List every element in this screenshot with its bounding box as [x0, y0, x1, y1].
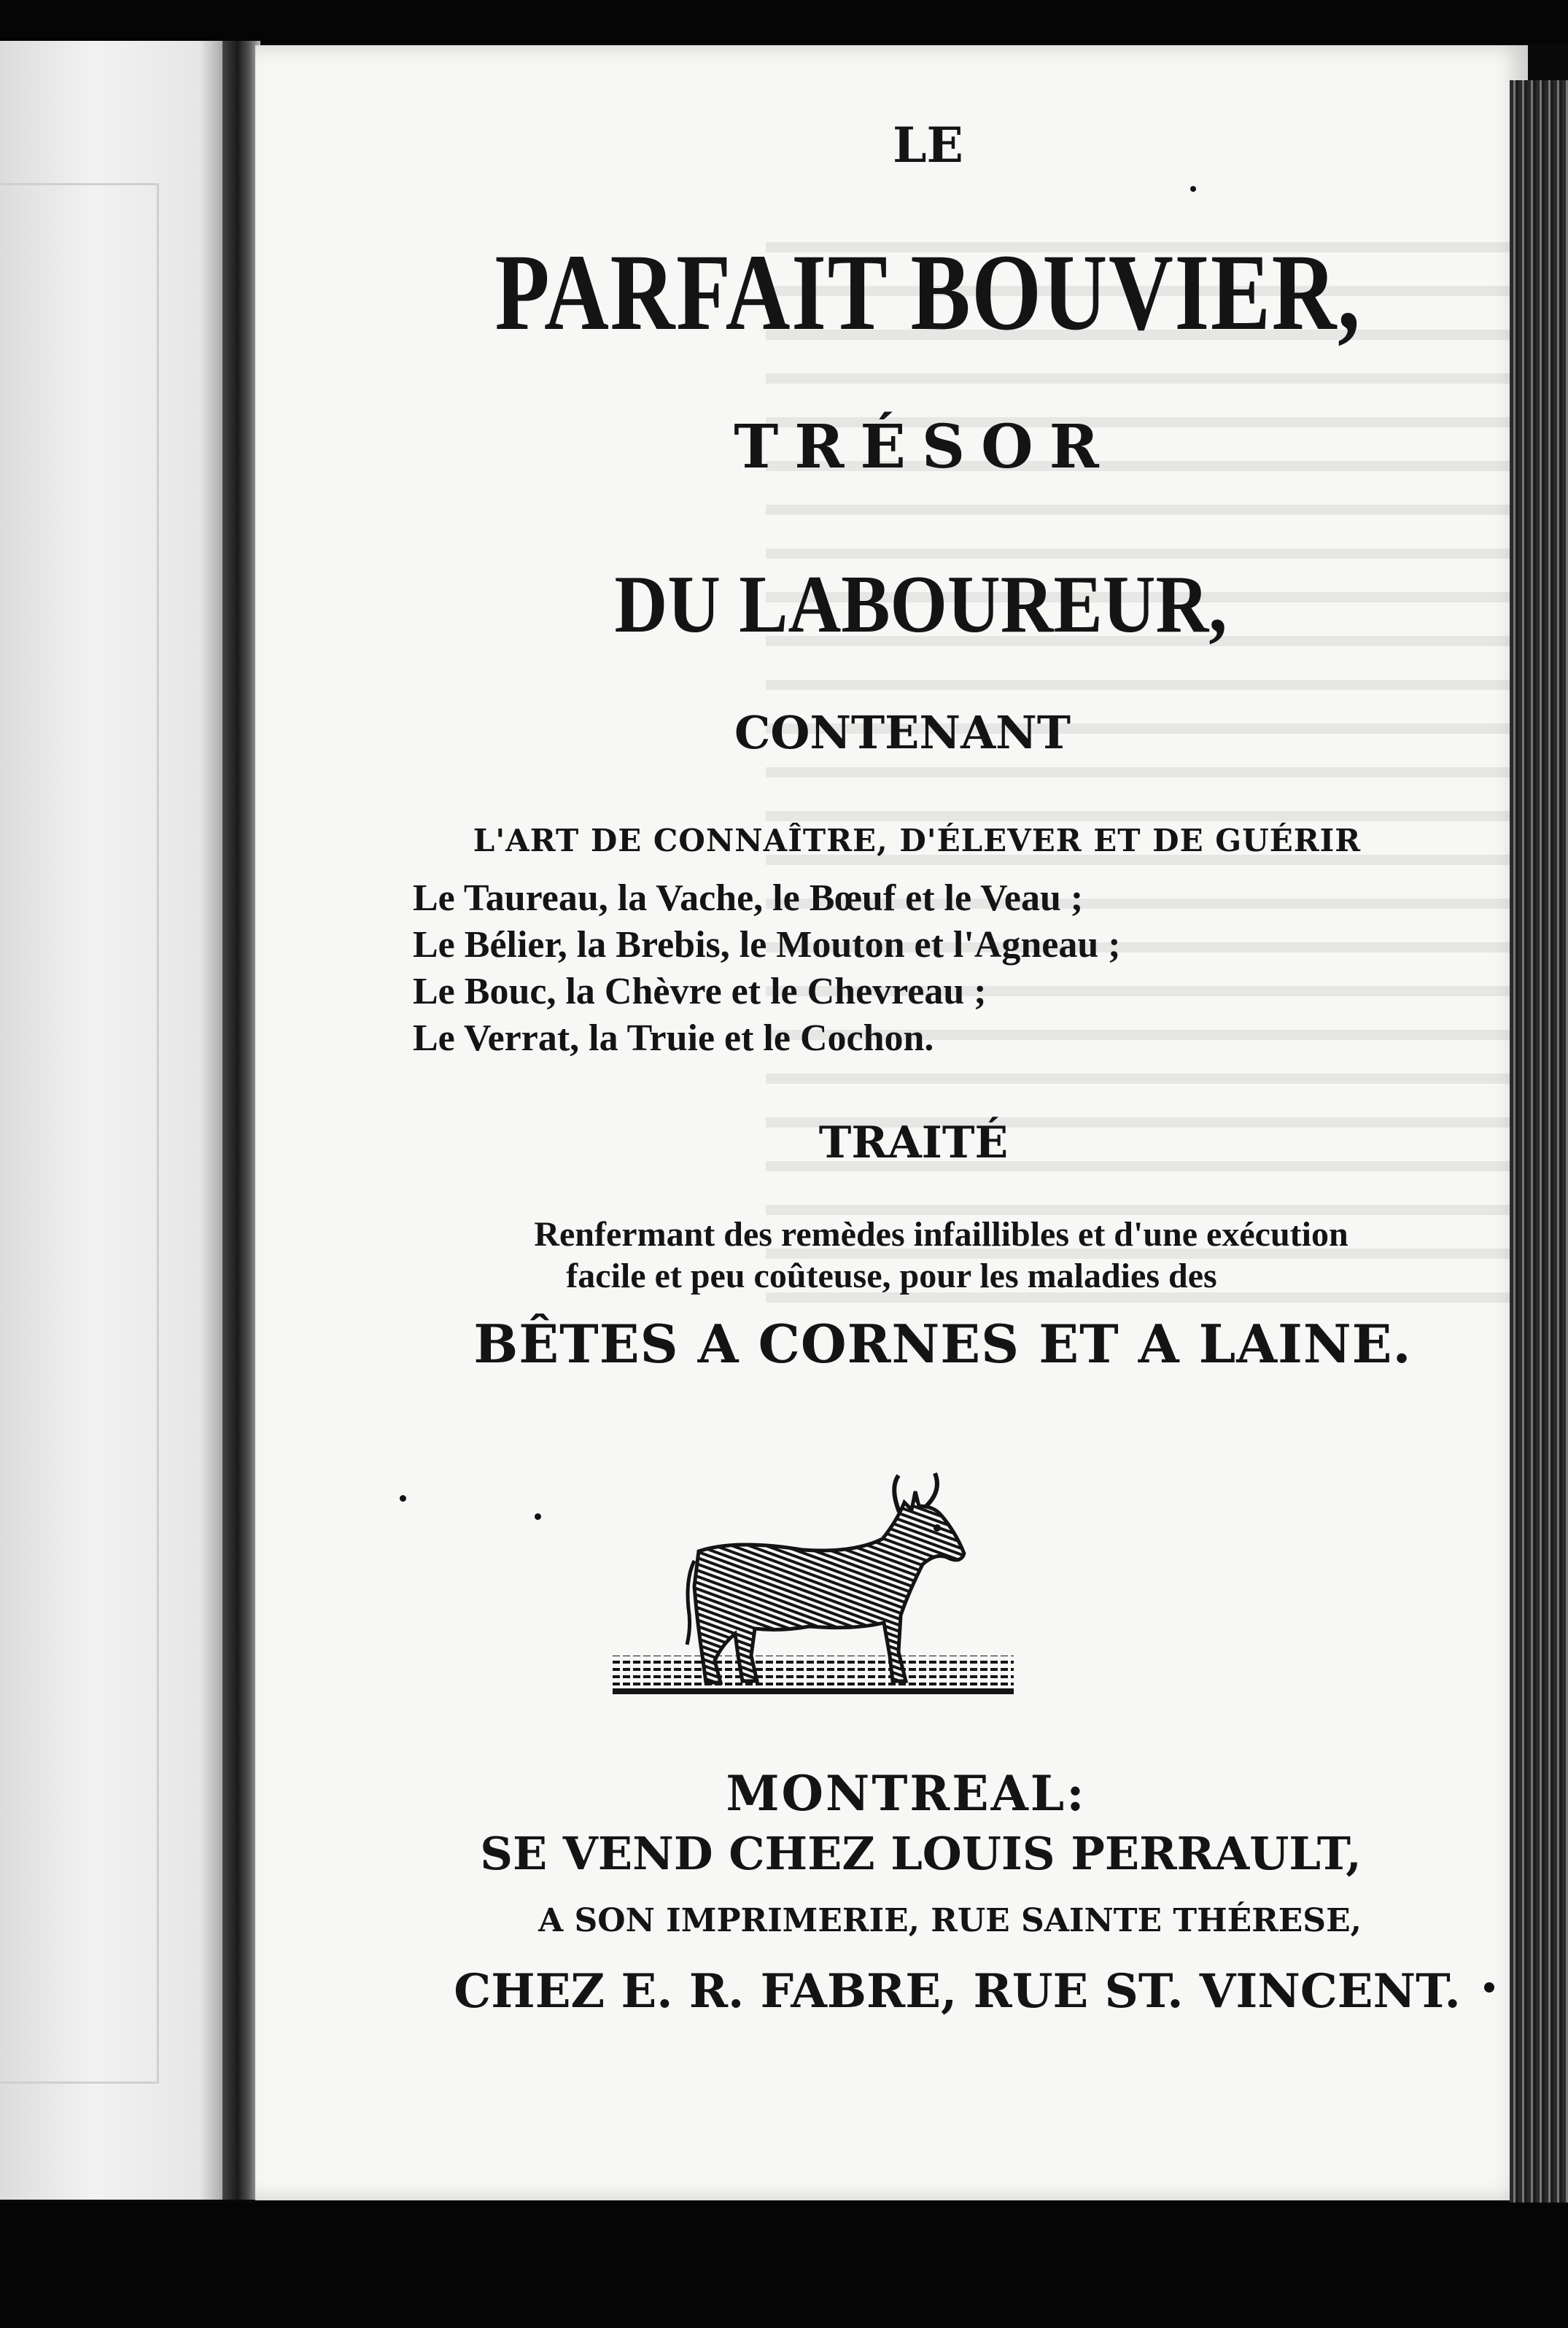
imprint-seller: SE VEND CHEZ LOUIS PERRAULT,: [480, 1827, 1362, 1880]
animal-line: Le Verrat, la Truie et le Cochon.: [413, 1017, 934, 1059]
animal-list: [413, 875, 1361, 1062]
animal-line: Le Bélier, la Brebis, le Mouton et l'Agneau ;: [413, 924, 1121, 966]
scan-border-bottom: [0, 2203, 1568, 2328]
traite-heading: TRAITÉ: [818, 1117, 1009, 1168]
book-title: PARFAIT BOUVIER,: [494, 232, 1362, 353]
title-article: LE: [893, 117, 963, 174]
animal-line: Le Bouc, la Chèvre et le Chevreau ;: [413, 971, 987, 1012]
ink-speck: [1190, 186, 1196, 192]
facing-page-frame: [0, 183, 159, 2084]
art-line: L'ART DE CONNAÎTRE, D'ÉLEVER ET DE GUÉRIR: [473, 823, 1362, 858]
imprint-second-seller: CHEZ E. R. FABRE, RUE ST. VINCENT.: [454, 1964, 1461, 2019]
scan-border-top: [0, 0, 1568, 44]
facing-page: [0, 41, 235, 2200]
ink-speck: [535, 1513, 541, 1520]
description-line-1: Renfermant des remèdes infaillibles et d'une exécution: [534, 1215, 1348, 1254]
imprint-address: A SON IMPRIMERIE, RUE SAINTE THÉRESE,: [538, 1902, 1362, 1939]
subtitle-laboureur: DU LABOUREUR,: [614, 559, 1227, 650]
ink-speck: [400, 1495, 406, 1502]
animal-line: Le Taureau, la Vache, le Bœuf et le Veau ;: [413, 877, 1084, 919]
contenant-heading: CONTENANT: [734, 706, 1071, 759]
description-line-2: facile et peu coûteuse, pour les maladies des: [566, 1257, 1217, 1295]
cow-woodcut-icon: [613, 1470, 1014, 1718]
ink-speck: [1484, 1982, 1494, 1993]
betes-heading: BÊTES A CORNES ET A LAINE.: [473, 1313, 1412, 1375]
show-through-text: [766, 242, 1568, 1336]
imprint-city: MONTREAL:: [726, 1765, 1087, 1822]
subtitle-tresor: TRÉSOR: [734, 412, 1115, 482]
